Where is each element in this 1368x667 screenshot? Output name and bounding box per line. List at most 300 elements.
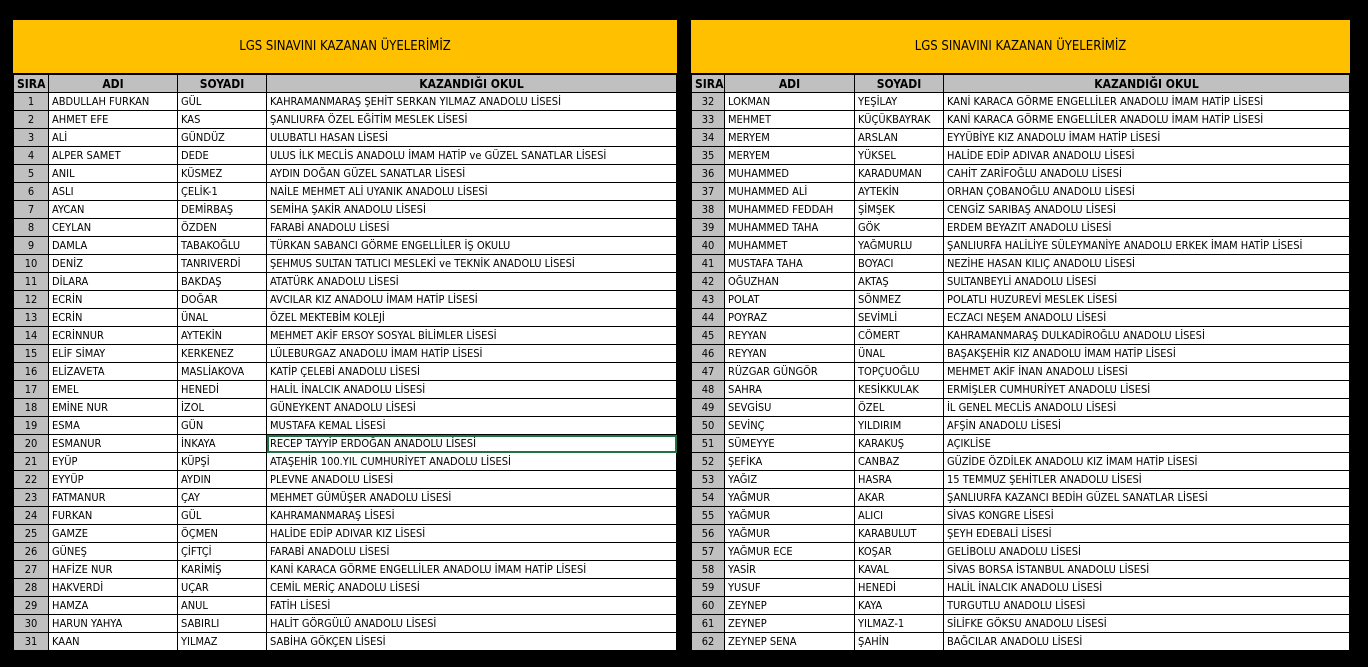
table-row [14,363,677,381]
table-row [14,237,677,255]
table-row [692,435,1350,453]
cell-adi[interactable]: OĞUZHAN [725,273,855,291]
cell-adi[interactable]: POYRAZ [725,309,855,327]
cell-sira[interactable]: 2 [14,111,49,129]
table-row [692,273,1350,291]
table-row [14,471,677,489]
cell-soyadi[interactable]: ÖZEL [855,399,944,417]
cell-okul[interactable]: NEZİHE HASAN KILIÇ ANADOLU LİSESİ [944,255,1350,273]
cell-sira[interactable]: 16 [14,363,49,381]
cell-sira[interactable]: 10 [14,255,49,273]
cell-sira[interactable]: 20 [14,435,49,453]
header-soyadi[interactable]: SOYADI [178,75,267,93]
cell-adi[interactable]: MEHMET [725,111,855,129]
cell-sira[interactable]: 19 [14,417,49,435]
table-row [692,399,1350,417]
cell-sira[interactable]: 62 [692,633,725,651]
cell-adi[interactable]: YAĞMUR ECE [725,543,855,561]
cell-soyadi[interactable]: KARADUMAN [855,165,944,183]
cell-soyadi[interactable]: KÜSMEZ [178,165,267,183]
cell-sira[interactable]: 57 [692,543,725,561]
cell-soyadi[interactable]: KÜPŞİ [178,453,267,471]
cell-sira[interactable]: 17 [14,381,49,399]
cell-soyadi[interactable]: YILDIRIM [855,417,944,435]
cell-soyadi[interactable]: CÖMERT [855,327,944,345]
cell-okul[interactable]: FARABİ ANADOLU LİSESİ [267,543,677,561]
cell-sira[interactable]: 46 [692,345,725,363]
cell-okul[interactable]: MUSTAFA KEMAL LİSESİ [267,417,677,435]
cell-adi[interactable]: RÜZGAR GÜNGÖR [725,363,855,381]
cell-sira[interactable]: 55 [692,507,725,525]
cell-okul[interactable]: HALİL İNALCIK ANADOLU LİSESİ [267,381,677,399]
left-title: LGS SINAVINI KAZANAN ÜYELERİMİZ [13,20,677,74]
cell-adi[interactable]: FURKAN [49,507,178,525]
cell-soyadi[interactable]: HENEDİ [855,579,944,597]
cell-soyadi[interactable]: GÖK [855,219,944,237]
cell-sira[interactable]: 31 [14,633,49,651]
cell-okul[interactable]: ŞEHMUS SULTAN TATLICI MESLEKİ ve TEKNİK ANADOLU LİSESİ [267,255,677,273]
cell-adi[interactable]: HARUN YAHYA [49,615,178,633]
cell-soyadi[interactable]: GÜL [178,507,267,525]
cell-adi[interactable]: MUSTAFA TAHA [725,255,855,273]
cell-okul[interactable]: KAHRAMANMARAŞ DULKADİROĞLU ANADOLU LİSESİ [944,327,1350,345]
cell-okul[interactable]: EYYÜBİYE KIZ ANADOLU İMAM HATİP LİSESİ [944,129,1350,147]
cell-okul[interactable]: ATAŞEHİR 100.YIL CUMHURİYET ANADOLU LİSESİ [267,453,677,471]
cell-adi[interactable]: MUHAMMET [725,237,855,255]
cell-soyadi[interactable]: DEMİRBAŞ [178,201,267,219]
cell-okul[interactable]: RECEP TAYYİP ERDOĞAN ANADOLU LİSESİ [267,435,677,453]
cell-adi[interactable]: CEYLAN [49,219,178,237]
cell-okul[interactable]: CEMİL MERİÇ ANADOLU LİSESİ [267,579,677,597]
cell-okul[interactable]: KATİP ÇELEBİ ANADOLU LİSESİ [267,363,677,381]
cell-adi[interactable]: ŞEFİKA [725,453,855,471]
cell-adi[interactable]: HAFİZE NUR [49,561,178,579]
table-row [14,219,677,237]
cell-soyadi[interactable]: KOŞAR [855,543,944,561]
cell-soyadi[interactable]: AYTEKİN [855,183,944,201]
table-row [14,309,677,327]
table-row [692,93,1350,111]
cell-okul[interactable]: KAHRAMANMARAŞ ŞEHİT SERKAN YILMAZ ANADOLU LİSESİ [267,93,677,111]
table-row [692,129,1350,147]
table-row [692,471,1350,489]
cell-soyadi[interactable]: UÇAR [178,579,267,597]
cell-sira[interactable]: 33 [692,111,725,129]
cell-okul[interactable]: FARABİ ANADOLU LİSESİ [267,219,677,237]
cell-sira[interactable]: 23 [14,489,49,507]
cell-sira[interactable]: 38 [692,201,725,219]
cell-soyadi[interactable]: ÖZDEN [178,219,267,237]
cell-sira[interactable]: 3 [14,129,49,147]
header-adi[interactable]: ADI [49,75,178,93]
cell-okul[interactable]: ULUS İLK MECLİS ANADOLU İMAM HATİP ve GÜZEL SANATLAR LİSESİ [267,147,677,165]
cell-adi[interactable]: ANIL [49,165,178,183]
cell-okul[interactable]: KANİ KARACA GÖRME ENGELLİLER ANADOLU İMAM HATİP LİSESİ [267,561,677,579]
cell-sira[interactable]: 54 [692,489,725,507]
cell-adi[interactable]: EYYÜP [49,471,178,489]
cell-adi[interactable]: MUHAMMED FEDDAH [725,201,855,219]
cell-adi[interactable]: ALPER SAMET [49,147,178,165]
cell-okul[interactable]: AÇIKLİSE [944,435,1350,453]
cell-adi[interactable]: EMEL [49,381,178,399]
cell-sira[interactable]: 59 [692,579,725,597]
cell-adi[interactable]: EYÜP [49,453,178,471]
cell-sira[interactable]: 29 [14,597,49,615]
cell-adi[interactable]: FATMANUR [49,489,178,507]
cell-soyadi[interactable]: YEŞİLAY [855,93,944,111]
table-row [14,399,677,417]
cell-adi[interactable]: YUSUF [725,579,855,597]
cell-sira[interactable]: 9 [14,237,49,255]
table-row [692,543,1350,561]
cell-soyadi[interactable]: ÖÇMEN [178,525,267,543]
cell-soyadi[interactable]: AKTAŞ [855,273,944,291]
header-soyadi[interactable]: SOYADI [855,75,944,93]
cell-soyadi[interactable]: AYTEKİN [178,327,267,345]
table-row [14,291,677,309]
cell-soyadi[interactable]: SABIRLI [178,615,267,633]
cell-soyadi[interactable]: HASRA [855,471,944,489]
table-row [14,111,677,129]
cell-okul[interactable]: HALİL İNALCIK ANADOLU LİSESİ [944,579,1350,597]
right-table-body [692,93,1350,651]
cell-adi[interactable]: ECRİN [49,291,178,309]
cell-soyadi[interactable]: KÜÇÜKBAYRAK [855,111,944,129]
cell-sira[interactable]: 22 [14,471,49,489]
cell-soyadi[interactable]: ALICI [855,507,944,525]
cell-adi[interactable]: HAMZA [49,597,178,615]
cell-okul[interactable]: AVCILAR KIZ ANADOLU İMAM HATİP LİSESİ [267,291,677,309]
cell-adi[interactable]: YAĞMUR [725,507,855,525]
cell-okul[interactable]: CAHİT ZARİFOĞLU ANADOLU LİSESİ [944,165,1350,183]
cell-sira[interactable]: 4 [14,147,49,165]
cell-sira[interactable]: 37 [692,183,725,201]
cell-okul[interactable]: ORHAN ÇOBANOĞLU ANADOLU LİSESİ [944,183,1350,201]
cell-soyadi[interactable]: TOPÇUOĞLU [855,363,944,381]
cell-sira[interactable]: 26 [14,543,49,561]
cell-sira[interactable]: 1 [14,93,49,111]
cell-okul[interactable]: BAŞAKŞEHİR KIZ ANADOLU İMAM HATİP LİSESİ [944,345,1350,363]
cell-soyadi[interactable]: BOYACI [855,255,944,273]
cell-soyadi[interactable]: MASLİAKOVA [178,363,267,381]
cell-sira[interactable]: 5 [14,165,49,183]
cell-adi[interactable]: SÜMEYYE [725,435,855,453]
right-panel [691,20,1350,651]
cell-soyadi[interactable]: KARİMİŞ [178,561,267,579]
cell-soyadi[interactable]: ÜNAL [855,345,944,363]
cell-adi[interactable]: EMİNE NUR [49,399,178,417]
cell-sira[interactable]: 52 [692,453,725,471]
cell-soyadi[interactable]: ŞAHİN [855,633,944,651]
cell-okul[interactable]: POLATLI HUZUREVİ MESLEK LİSESİ [944,291,1350,309]
cell-adi[interactable]: SEVİNÇ [725,417,855,435]
cell-adi[interactable]: MERYEM [725,129,855,147]
cell-okul[interactable]: AFŞİN ANADOLU LİSESİ [944,417,1350,435]
cell-okul[interactable]: BAĞCILAR ANADOLU LİSESİ [944,633,1350,651]
cell-sira[interactable]: 50 [692,417,725,435]
cell-sira[interactable]: 45 [692,327,725,345]
cell-soyadi[interactable]: GÜL [178,93,267,111]
cell-adi[interactable]: MUHAMMED TAHA [725,219,855,237]
cell-soyadi[interactable]: KAYA [855,597,944,615]
cell-adi[interactable]: DENİZ [49,255,178,273]
cell-okul[interactable]: TÜRKAN SABANCI GÖRME ENGELLİLER İŞ OKULU [267,237,677,255]
cell-sira[interactable]: 18 [14,399,49,417]
cell-soyadi[interactable]: SEVİMLİ [855,309,944,327]
header-okul[interactable]: KAZANDIĞI OKUL [944,75,1350,93]
cell-sira[interactable]: 58 [692,561,725,579]
cell-soyadi[interactable]: ŞİMŞEK [855,201,944,219]
cell-sira[interactable]: 13 [14,309,49,327]
cell-sira[interactable]: 15 [14,345,49,363]
cell-adi[interactable]: DİLARA [49,273,178,291]
cell-okul[interactable]: NAİLE MEHMET ALİ UYANIK ANADOLU LİSESİ [267,183,677,201]
cell-sira[interactable]: 6 [14,183,49,201]
cell-adi[interactable]: GAMZE [49,525,178,543]
cell-okul[interactable]: MEHMET AKİF İNAN ANADOLU LİSESİ [944,363,1350,381]
cell-adi[interactable]: ASLI [49,183,178,201]
cell-soyadi[interactable]: TABAKOĞLU [178,237,267,255]
cell-sira[interactable]: 41 [692,255,725,273]
cell-sira[interactable]: 28 [14,579,49,597]
table-row [14,201,677,219]
header-okul[interactable]: KAZANDIĞI OKUL [267,75,677,93]
cell-sira[interactable]: 27 [14,561,49,579]
cell-okul[interactable]: 15 TEMMUZ ŞEHİTLER ANADOLU LİSESİ [944,471,1350,489]
cell-soyadi[interactable]: ÇİFTÇİ [178,543,267,561]
cell-adi[interactable]: ZEYNEP [725,615,855,633]
cell-okul[interactable]: GÜNEYKENT ANADOLU LİSESİ [267,399,677,417]
cell-sira[interactable]: 25 [14,525,49,543]
table-row [692,111,1350,129]
cell-okul[interactable]: İL GENEL MECLİS ANADOLU LİSESİ [944,399,1350,417]
table-row [14,615,677,633]
cell-adi[interactable]: LOKMAN [725,93,855,111]
cell-sira[interactable]: 30 [14,615,49,633]
cell-adi[interactable]: ESMANUR [49,435,178,453]
header-sira[interactable]: SIRA [692,75,725,93]
cell-okul[interactable]: MEHMET GÜMÜŞER ANADOLU LİSESİ [267,489,677,507]
cell-okul[interactable]: FATİH LİSESİ [267,597,677,615]
cell-sira[interactable]: 14 [14,327,49,345]
cell-sira[interactable]: 35 [692,147,725,165]
cell-sira[interactable]: 39 [692,219,725,237]
table-row [692,363,1350,381]
cell-adi[interactable]: YAĞMUR [725,489,855,507]
cell-soyadi[interactable]: YILMAZ-1 [855,615,944,633]
cell-sira[interactable]: 12 [14,291,49,309]
cell-sira[interactable]: 42 [692,273,725,291]
cell-okul[interactable]: KANİ KARACA GÖRME ENGELLİLER ANADOLU İMAM HATİP LİSESİ [944,93,1350,111]
cell-adi[interactable]: ABDULLAH FURKAN [49,93,178,111]
table-row [14,381,677,399]
cell-adi[interactable]: ELİF SİMAY [49,345,178,363]
cell-adi[interactable]: ZEYNEP [725,597,855,615]
cell-okul[interactable]: HALİDE EDİP ADIVAR KIZ LİSESİ [267,525,677,543]
table-row [692,219,1350,237]
cell-adi[interactable]: DAMLA [49,237,178,255]
cell-sira[interactable]: 53 [692,471,725,489]
cell-sira[interactable]: 40 [692,237,725,255]
cell-okul[interactable]: ŞANLIURFA HALİLİYE SÜLEYMANİYE ANADOLU ERKEK İMAM HATİP LİSESİ [944,237,1350,255]
cell-adi[interactable]: YASİR [725,561,855,579]
cell-sira[interactable]: 51 [692,435,725,453]
cell-okul[interactable]: SİLİFKE GÖKSU ANADOLU LİSESİ [944,615,1350,633]
cell-okul[interactable]: LÜLEBURGAZ ANADOLU İMAM HATİP LİSESİ [267,345,677,363]
cell-okul[interactable]: AYDIN DOĞAN GÜZEL SANATLAR LİSESİ [267,165,677,183]
table-row [692,165,1350,183]
table-row [692,327,1350,345]
table-row [14,561,677,579]
cell-okul[interactable]: SULTANBEYLİ ANADOLU LİSESİ [944,273,1350,291]
table-row [14,165,677,183]
cell-sira[interactable]: 21 [14,453,49,471]
table-row [692,453,1350,471]
cell-okul[interactable]: SABİHA GÖKÇEN LİSESİ [267,633,677,651]
cell-okul[interactable]: GÜZİDE ÖZDİLEK ANADOLU KIZ İMAM HATİP LİSESİ [944,453,1350,471]
cell-soyadi[interactable]: ARSLAN [855,129,944,147]
cell-sira[interactable]: 61 [692,615,725,633]
table-row [692,507,1350,525]
cell-adi[interactable]: KAAN [49,633,178,651]
cell-sira[interactable]: 49 [692,399,725,417]
cell-sira[interactable]: 43 [692,291,725,309]
cell-okul[interactable]: CENGİZ SARIBAŞ ANADOLU LİSESİ [944,201,1350,219]
cell-sira[interactable]: 11 [14,273,49,291]
table-row [692,561,1350,579]
cell-okul[interactable]: MEHMET AKİF ERSOY SOSYAL BİLİMLER LİSESİ [267,327,677,345]
cell-okul[interactable]: TURGUTLU ANADOLU LİSESİ [944,597,1350,615]
cell-adi[interactable]: AYCAN [49,201,178,219]
cell-soyadi[interactable]: KAS [178,111,267,129]
left-table [13,74,677,651]
cell-okul[interactable]: SEMİHA ŞAKİR ANADOLU LİSESİ [267,201,677,219]
cell-sira[interactable]: 60 [692,597,725,615]
cell-sira[interactable]: 48 [692,381,725,399]
table-row [692,237,1350,255]
table-row [692,417,1350,435]
cell-soyadi[interactable]: SÖNMEZ [855,291,944,309]
cell-soyadi[interactable]: YÜKSEL [855,147,944,165]
cell-okul[interactable]: HALİT GÖRGÜLÜ ANADOLU LİSESİ [267,615,677,633]
cell-sira[interactable]: 24 [14,507,49,525]
cell-soyadi[interactable]: ÇELİK-1 [178,183,267,201]
cell-adi[interactable]: SAHRA [725,381,855,399]
table-row [14,435,677,453]
cell-okul[interactable]: GELİBOLU ANADOLU LİSESİ [944,543,1350,561]
cell-soyadi[interactable]: İZOL [178,399,267,417]
cell-okul[interactable]: ATATÜRK ANADOLU LİSESİ [267,273,677,291]
cell-okul[interactable]: SİVAS BORSA İSTANBUL ANADOLU LİSESİ [944,561,1350,579]
cell-soyadi[interactable]: GÜNDÜZ [178,129,267,147]
cell-adi[interactable]: POLAT [725,291,855,309]
cell-okul[interactable]: KAHRAMANMARAŞ LİSESİ [267,507,677,525]
cell-okul[interactable]: SİVAS KONGRE LİSESİ [944,507,1350,525]
cell-adi[interactable]: ELİZAVETA [49,363,178,381]
cell-soyadi[interactable]: CANBAZ [855,453,944,471]
cell-adi[interactable]: MUHAMMED [725,165,855,183]
cell-adi[interactable]: ECRİNNUR [49,327,178,345]
cell-okul[interactable]: KANİ KARACA GÖRME ENGELLİLER ANADOLU İMAM HATİP LİSESİ [944,111,1350,129]
cell-adi[interactable]: MERYEM [725,147,855,165]
cell-okul[interactable]: ŞEYH EDEBALİ LİSESİ [944,525,1350,543]
table-row [14,489,677,507]
cell-soyadi[interactable]: AKAR [855,489,944,507]
cell-soyadi[interactable]: KARAKUŞ [855,435,944,453]
cell-sira[interactable]: 8 [14,219,49,237]
cell-soyadi[interactable]: YILMAZ [178,633,267,651]
table-row [692,255,1350,273]
cell-soyadi[interactable]: KARABULUT [855,525,944,543]
table-row [14,147,677,165]
cell-sira[interactable]: 34 [692,129,725,147]
cell-adi[interactable]: REYYAN [725,345,855,363]
cell-soyadi[interactable]: KESİKKULAK [855,381,944,399]
cell-okul[interactable]: ULUBATLI HASAN LİSESİ [267,129,677,147]
cell-okul[interactable]: PLEVNE ANADOLU LİSESİ [267,471,677,489]
right-title: LGS SINAVINI KAZANAN ÜYELERİMİZ [691,20,1350,74]
cell-soyadi[interactable]: KERKENEZ [178,345,267,363]
cell-soyadi[interactable]: BAKDAŞ [178,273,267,291]
cell-adi[interactable]: SEVGİSU [725,399,855,417]
cell-okul[interactable]: ŞANLIURFA ÖZEL EĞİTİM MESLEK LİSESİ [267,111,677,129]
cell-soyadi[interactable]: AYDIN [178,471,267,489]
cell-sira[interactable]: 7 [14,201,49,219]
cell-okul[interactable]: ECZACI NEŞEM ANADOLU LİSESİ [944,309,1350,327]
cell-soyadi[interactable]: YAĞMURLU [855,237,944,255]
table-row [692,147,1350,165]
cell-sira[interactable]: 56 [692,525,725,543]
cell-adi[interactable]: ESMA [49,417,178,435]
table-row [14,597,677,615]
cell-okul[interactable]: ERDEM BEYAZIT ANADOLU LİSESİ [944,219,1350,237]
cell-adi[interactable]: ZEYNEP SENA [725,633,855,651]
cell-adi[interactable]: ECRİN [49,309,178,327]
cell-soyadi[interactable]: İNKAYA [178,435,267,453]
cell-soyadi[interactable]: ÜNAL [178,309,267,327]
cell-sira[interactable]: 47 [692,363,725,381]
cell-okul[interactable]: ŞANLIURFA KAZANCI BEDİH GÜZEL SANATLAR LİSESİ [944,489,1350,507]
cell-adi[interactable]: MUHAMMED ALİ [725,183,855,201]
cell-soyadi[interactable]: KAVAL [855,561,944,579]
table-row [14,255,677,273]
header-adi[interactable]: ADI [725,75,855,93]
header-sira[interactable]: SIRA [14,75,49,93]
cell-okul[interactable]: ÖZEL MEKTEBİM KOLEJİ [267,309,677,327]
cell-adi[interactable]: YAĞIZ [725,471,855,489]
cell-soyadi[interactable]: GÜN [178,417,267,435]
cell-adi[interactable]: AHMET EFE [49,111,178,129]
cell-adi[interactable]: GÜNEŞ [49,543,178,561]
cell-sira[interactable]: 36 [692,165,725,183]
cell-soyadi[interactable]: DOĞAR [178,291,267,309]
cell-okul[interactable]: ERMİŞLER CUMHURİYET ANADOLU LİSESİ [944,381,1350,399]
cell-soyadi[interactable]: ÇAY [178,489,267,507]
cell-sira[interactable]: 44 [692,309,725,327]
cell-soyadi[interactable]: ANUL [178,597,267,615]
cell-adi[interactable]: ALİ [49,129,178,147]
cell-soyadi[interactable]: TANRIVERDİ [178,255,267,273]
cell-adi[interactable]: REYYAN [725,327,855,345]
cell-sira[interactable]: 32 [692,93,725,111]
cell-soyadi[interactable]: DEDE [178,147,267,165]
table-row [692,579,1350,597]
cell-adi[interactable]: HAKVERDİ [49,579,178,597]
table-row [14,543,677,561]
cell-soyadi[interactable]: HENEDİ [178,381,267,399]
cell-adi[interactable]: YAĞMUR [725,525,855,543]
cell-okul[interactable]: HALİDE EDİP ADIVAR ANADOLU LİSESİ [944,147,1350,165]
